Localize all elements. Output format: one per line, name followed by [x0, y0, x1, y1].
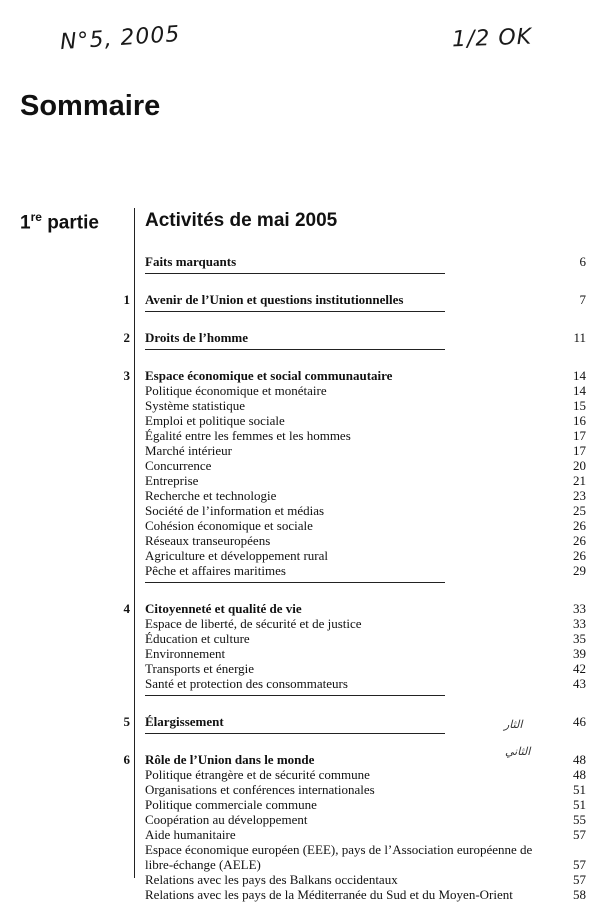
toc-item-label: Aide humanitaire — [145, 827, 236, 842]
toc-group-row — [0, 254, 612, 269]
toc-page-number: 57 — [573, 872, 586, 887]
page-title: Sommaire — [20, 90, 161, 122]
toc-item-row — [0, 676, 612, 691]
table-of-contents — [0, 254, 612, 902]
toc-item-label: Espace de liberté, de sécurité et de justice — [145, 616, 362, 631]
toc-page-number: 21 — [573, 473, 586, 488]
toc-group-number: 5 — [123, 714, 130, 729]
part-number: 1 — [20, 212, 31, 234]
toc-separator — [145, 311, 445, 312]
toc-item-row — [0, 443, 612, 458]
toc-item-label: Politique commerciale commune — [145, 797, 317, 812]
toc-item-row — [0, 458, 612, 473]
toc-item-label: Égalité entre les femmes et les hommes — [145, 428, 351, 443]
toc-separator — [145, 273, 445, 274]
toc-page-number: 14 — [573, 368, 586, 383]
toc-page-number: 17 — [573, 443, 586, 458]
toc-item-row — [0, 563, 612, 578]
toc-page-number: 17 — [573, 428, 586, 443]
toc-item-row — [0, 661, 612, 676]
toc-item-row — [0, 383, 612, 398]
toc-item-row — [0, 842, 612, 872]
toc-item-label: Agriculture et développement rural — [145, 548, 329, 563]
toc-item-label: Politique étrangère et de sécurité commune — [145, 767, 370, 782]
toc-item-row — [0, 473, 612, 488]
toc-group-title: Avenir de l’Union et questions institutionnelles — [145, 292, 404, 307]
part-word: partie — [47, 212, 99, 234]
toc-item-label: Politique économique et monétaire — [145, 383, 327, 398]
toc-item-label: Environnement — [145, 646, 226, 661]
part-ordinal-suffix: re — [30, 210, 42, 224]
toc-item-row — [0, 533, 612, 548]
toc-page-number: 57 — [573, 857, 586, 872]
toc-group-number: 3 — [123, 368, 130, 383]
toc-item-row — [0, 646, 612, 661]
toc-page-number: 33 — [573, 601, 586, 616]
toc-page-number: 11 — [573, 330, 586, 345]
toc-item-label: Concurrence — [145, 458, 212, 473]
toc-item-row — [0, 631, 612, 646]
toc-page-number: 23 — [573, 488, 586, 503]
toc-page-number: 42 — [573, 661, 586, 676]
toc-separator — [145, 733, 445, 734]
part-label — [20, 210, 99, 234]
toc-page-number: 33 — [573, 616, 586, 631]
toc-item-row — [0, 827, 612, 842]
toc-item-label: Pêche et affaires maritimes — [145, 563, 286, 578]
toc-group-row — [0, 330, 612, 345]
toc-group-number: 2 — [123, 330, 130, 345]
toc-item-label: Éducation et culture — [145, 631, 250, 646]
toc-page-number: 14 — [573, 383, 586, 398]
toc-page-number: 48 — [573, 767, 586, 782]
toc-item-row — [0, 797, 612, 812]
toc-page-number: 39 — [573, 646, 586, 661]
toc-group-row — [0, 368, 612, 383]
toc-page-number: 57 — [573, 827, 586, 842]
toc-item-row — [0, 812, 612, 827]
toc-page-number: 55 — [573, 812, 586, 827]
section-title: Activités de mai 2005 — [145, 210, 338, 231]
toc-item-row — [0, 488, 612, 503]
toc-group-title: Faits marquants — [145, 254, 237, 269]
toc-item-row — [0, 518, 612, 533]
toc-page-number: 51 — [573, 797, 586, 812]
toc-group-number: 4 — [123, 601, 130, 616]
toc-page-number: 58 — [573, 887, 586, 902]
toc-item-row — [0, 767, 612, 782]
handwritten-ok-note: 1/2 OK — [451, 24, 533, 53]
toc-page-number: 26 — [573, 533, 586, 548]
toc-item-label: Espace économique européen (EEE), pays de l’Association européenne de libre-échange (AELE) — [145, 842, 533, 872]
toc-page-number: 51 — [573, 782, 586, 797]
toc-item-label: Relations avec les pays des Balkans occidentaux — [145, 872, 398, 887]
toc-item-row — [0, 428, 612, 443]
toc-item-label: Santé et protection des consommateurs — [145, 676, 348, 691]
toc-group-title: Rôle de l’Union dans le monde — [145, 752, 315, 767]
toc-item-label: Emploi et politique sociale — [145, 413, 285, 428]
toc-item-row — [0, 503, 612, 518]
toc-item-label: Coopération au développement — [145, 812, 308, 827]
toc-item-row — [0, 872, 612, 887]
margin-note-1: الثار — [504, 718, 523, 731]
toc-item-label: Réseaux transeuropéens — [145, 533, 271, 548]
toc-item-label: Relations avec les pays de la Méditerranée du Sud et du Moyen-Orient — [145, 887, 513, 902]
toc-separator — [145, 349, 445, 350]
toc-item-label: Transports et énergie — [145, 661, 255, 676]
toc-page-number: 20 — [573, 458, 586, 473]
toc-group-row — [0, 601, 612, 616]
toc-item-label: Organisations et conférences internationales — [145, 782, 375, 797]
toc-page-number: 7 — [579, 292, 586, 307]
handwritten-issue-note: N°5, 2005 — [59, 21, 182, 56]
toc-page-number: 35 — [573, 631, 586, 646]
toc-item-row — [0, 413, 612, 428]
toc-page-number: 26 — [573, 518, 586, 533]
toc-group-number: 1 — [123, 292, 130, 307]
toc-item-row — [0, 616, 612, 631]
toc-group-title: Espace économique et social communautaire — [145, 368, 393, 383]
toc-page-number: 29 — [573, 563, 586, 578]
toc-page-number: 15 — [573, 398, 586, 413]
toc-group-title: Droits de l’homme — [145, 330, 249, 345]
toc-page-number: 6 — [579, 254, 586, 269]
margin-note-2: الثاني — [505, 745, 531, 758]
toc-page-number: 48 — [573, 752, 586, 767]
toc-item-label: Marché intérieur — [145, 443, 232, 458]
toc-separator — [145, 695, 445, 696]
toc-item-label: Recherche et technologie — [145, 488, 277, 503]
toc-item-label: Cohésion économique et sociale — [145, 518, 313, 533]
toc-separator — [145, 582, 445, 583]
toc-item-label: Système statistique — [145, 398, 246, 413]
toc-item-label: Société de l’information et médias — [145, 503, 325, 518]
toc-page-number: 25 — [573, 503, 586, 518]
toc-page-number: 43 — [573, 676, 586, 691]
toc-page-number: 16 — [573, 413, 586, 428]
toc-item-row — [0, 548, 612, 563]
toc-group-row — [0, 292, 612, 307]
toc-group-title: Citoyenneté et qualité de vie — [145, 601, 302, 616]
toc-item-label: Entreprise — [145, 473, 199, 488]
toc-item-row — [0, 398, 612, 413]
toc-group-title: Élargissement — [145, 714, 224, 729]
toc-group-number: 6 — [123, 752, 130, 767]
toc-page-number: 26 — [573, 548, 586, 563]
toc-item-row — [0, 782, 612, 797]
toc-page-number: 46 — [573, 714, 586, 729]
